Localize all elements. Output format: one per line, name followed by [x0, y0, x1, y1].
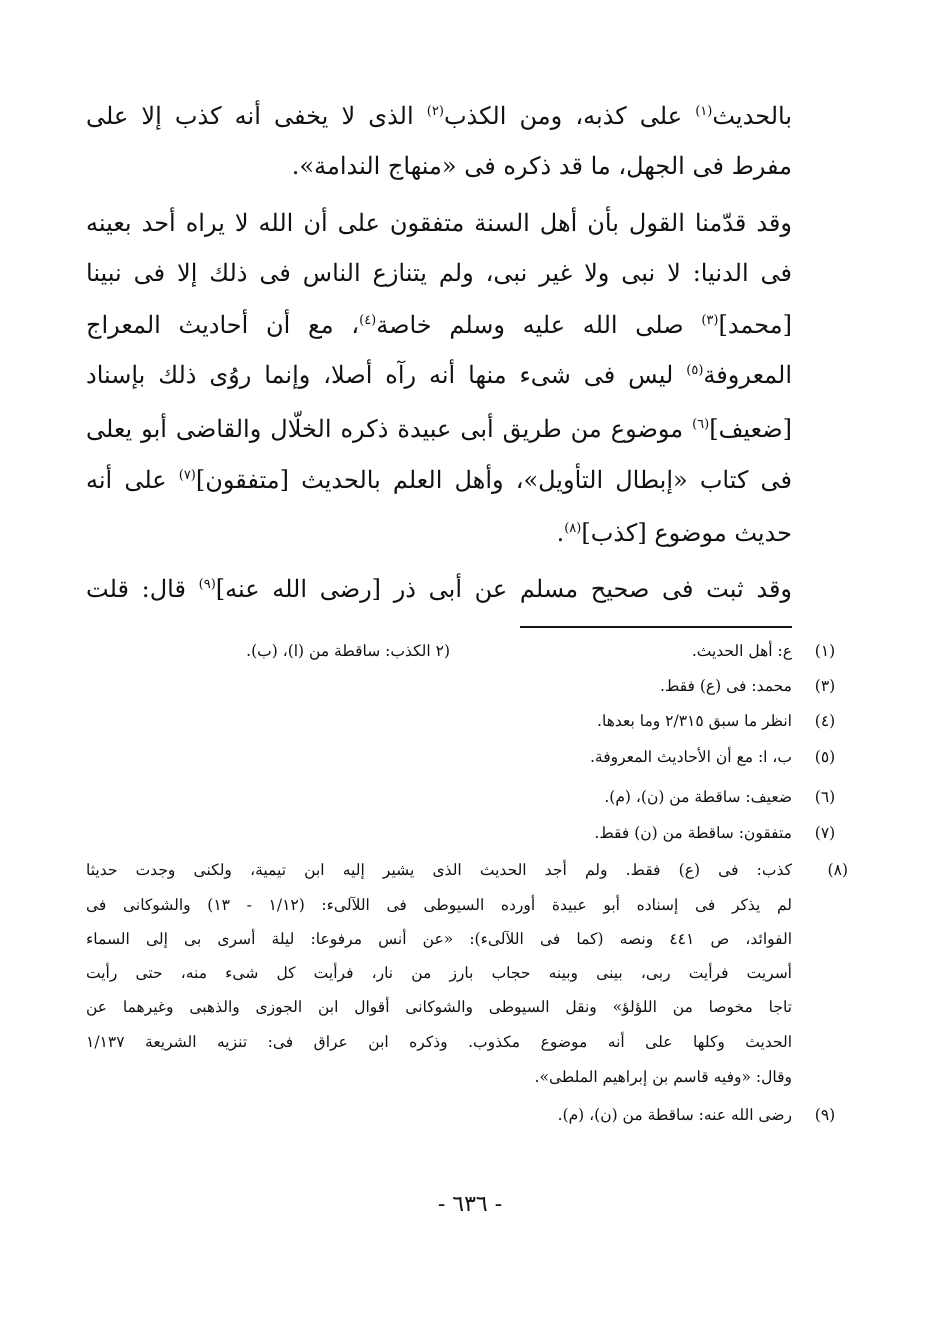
- footnote-text: ب، ا: مع أن الأحاديث المعروفة.: [589, 748, 792, 766]
- footnote-2: [160, 636, 450, 666]
- footnote-8-line: الفوائد، ص ٤٤١ ونصه (كما فى اللآلىء): «عن أنس مرفوعا: ليلة أسرى بى إلى السماء: [86, 930, 792, 948]
- page-number: - ٦٣٦ -: [437, 1192, 503, 1217]
- text-line: وقد ثبت فى صحيح مسلم عن أبى ذر [رضى الله عنه]$^{(٩)}$ قال: قلت: [86, 575, 793, 603]
- footnote-6: [86, 782, 836, 812]
- text-line: مفرط فى الجهل، ما قد ذكره فى «منهاج الندامة».: [291, 152, 792, 180]
- footnote-7: [86, 818, 836, 848]
- footnote-number: (٥): [814, 748, 836, 766]
- footnote-text: ع: أهل الحديث.: [691, 642, 792, 660]
- footnote-8-line: لم يذكر فى إسناده أبو عبيدة أورده السيوطى فى اللآلىء: (١/١٢ - ١٣) والشوكانى فى: [86, 896, 793, 914]
- text-line: المعروفة$^{(٥)}$ ليس فى شىء منها أنه رآه أصلا، وإنما روُى ذلك بإسناد: [86, 361, 792, 389]
- footnote-number: (١): [814, 642, 836, 660]
- footnote-text: محمد: فى (ع) فقط.: [660, 677, 792, 695]
- footnote-text: متفقون: ساقطة من (ن) فقط.: [594, 824, 792, 842]
- text-line: حديث موضوع [كذب]$^{(٨)}$.: [556, 519, 792, 547]
- text-line: [محمد]$^{(٣)}$ صلى الله عليه وسلم خاصة$^{(٤)}$، مع أن أحاديث المعراج: [86, 311, 792, 339]
- footnote-text: رضى الله عنه: ساقطة من (ن)، (م).: [557, 1106, 792, 1124]
- footnote-number: (٧): [814, 824, 836, 842]
- footnote-number: (٢: [435, 642, 450, 660]
- footnote-8-line: أسريت فرأيت ربى، بينى وبينه حجاب بارز من نار، فرأيت كل شىء منه، حتى رأيت: [86, 964, 792, 982]
- footnote-4: [86, 706, 836, 736]
- footnote-5: [86, 742, 836, 772]
- footnote-8-line: وقال: «وفيه قاسم بن إبراهيم الملطى».: [534, 1068, 792, 1086]
- text-line: [ضعيف]$^{(٦)}$ موضوع من طريق أبى عبيدة ذكره الخلّال والقاضى أبو يعلى: [86, 415, 792, 443]
- footnote-text: انظر ما سبق ٢/٣١٥ وما بعدها.: [597, 712, 792, 730]
- footnote-8: [86, 855, 848, 885]
- footnote-8-line: الحديث وكلها على أنه موضوع مكذوب. وذكره ابن عراق فى: تنزيه الشريعة ١/١٣٧: [86, 1033, 792, 1051]
- footnote-text: كذب: فى (ع) فقط. ولم أجد الحديث الذى يشير إليه ابن تيمية، ولكنى وجدت حديثا: [86, 861, 792, 879]
- footnote-text: ضعيف: ساقطة من (ن)، (م).: [604, 788, 792, 806]
- footnote-8-line: تاجا مخوصا من اللؤلؤ» ونقل السيوطى والشوكانى أقوال ابن الجوزى والذهبى وغيرهما عن: [86, 998, 792, 1016]
- text-line: فى كتاب «إبطال التأويل»، وأهل العلم بالحديث [متفقون]$^{(٧)}$ على أنه: [86, 466, 792, 494]
- footnote-separator: [520, 626, 792, 628]
- footnote-text: الكذب: ساقطة من (ا)، (ب).: [246, 642, 431, 660]
- text-line: فى الدنيا: لا نبى ولا غير نبى، ولم يتنازع الناس فى ذلك إلا فى نبينا: [86, 259, 793, 287]
- footnote-number: (٦): [814, 788, 836, 806]
- footnote-number: (٤): [814, 712, 836, 730]
- footnote-9: [86, 1100, 836, 1130]
- text-line: وقد قدّمنا القول بأن أهل السنة متفقون على أن الله لا يراه أحد بعينه: [86, 209, 792, 237]
- footnote-number: (٣): [814, 677, 836, 695]
- footnote-number: (٩): [814, 1106, 836, 1124]
- footnote-number: (٨): [827, 861, 848, 879]
- footnote-3: [86, 671, 836, 701]
- text-line: بالحديث$^{(١)}$ على كذبه، ومن الكذب$^{(٢)}$ الذى لا يخفى أنه كذب إلا على: [86, 102, 792, 130]
